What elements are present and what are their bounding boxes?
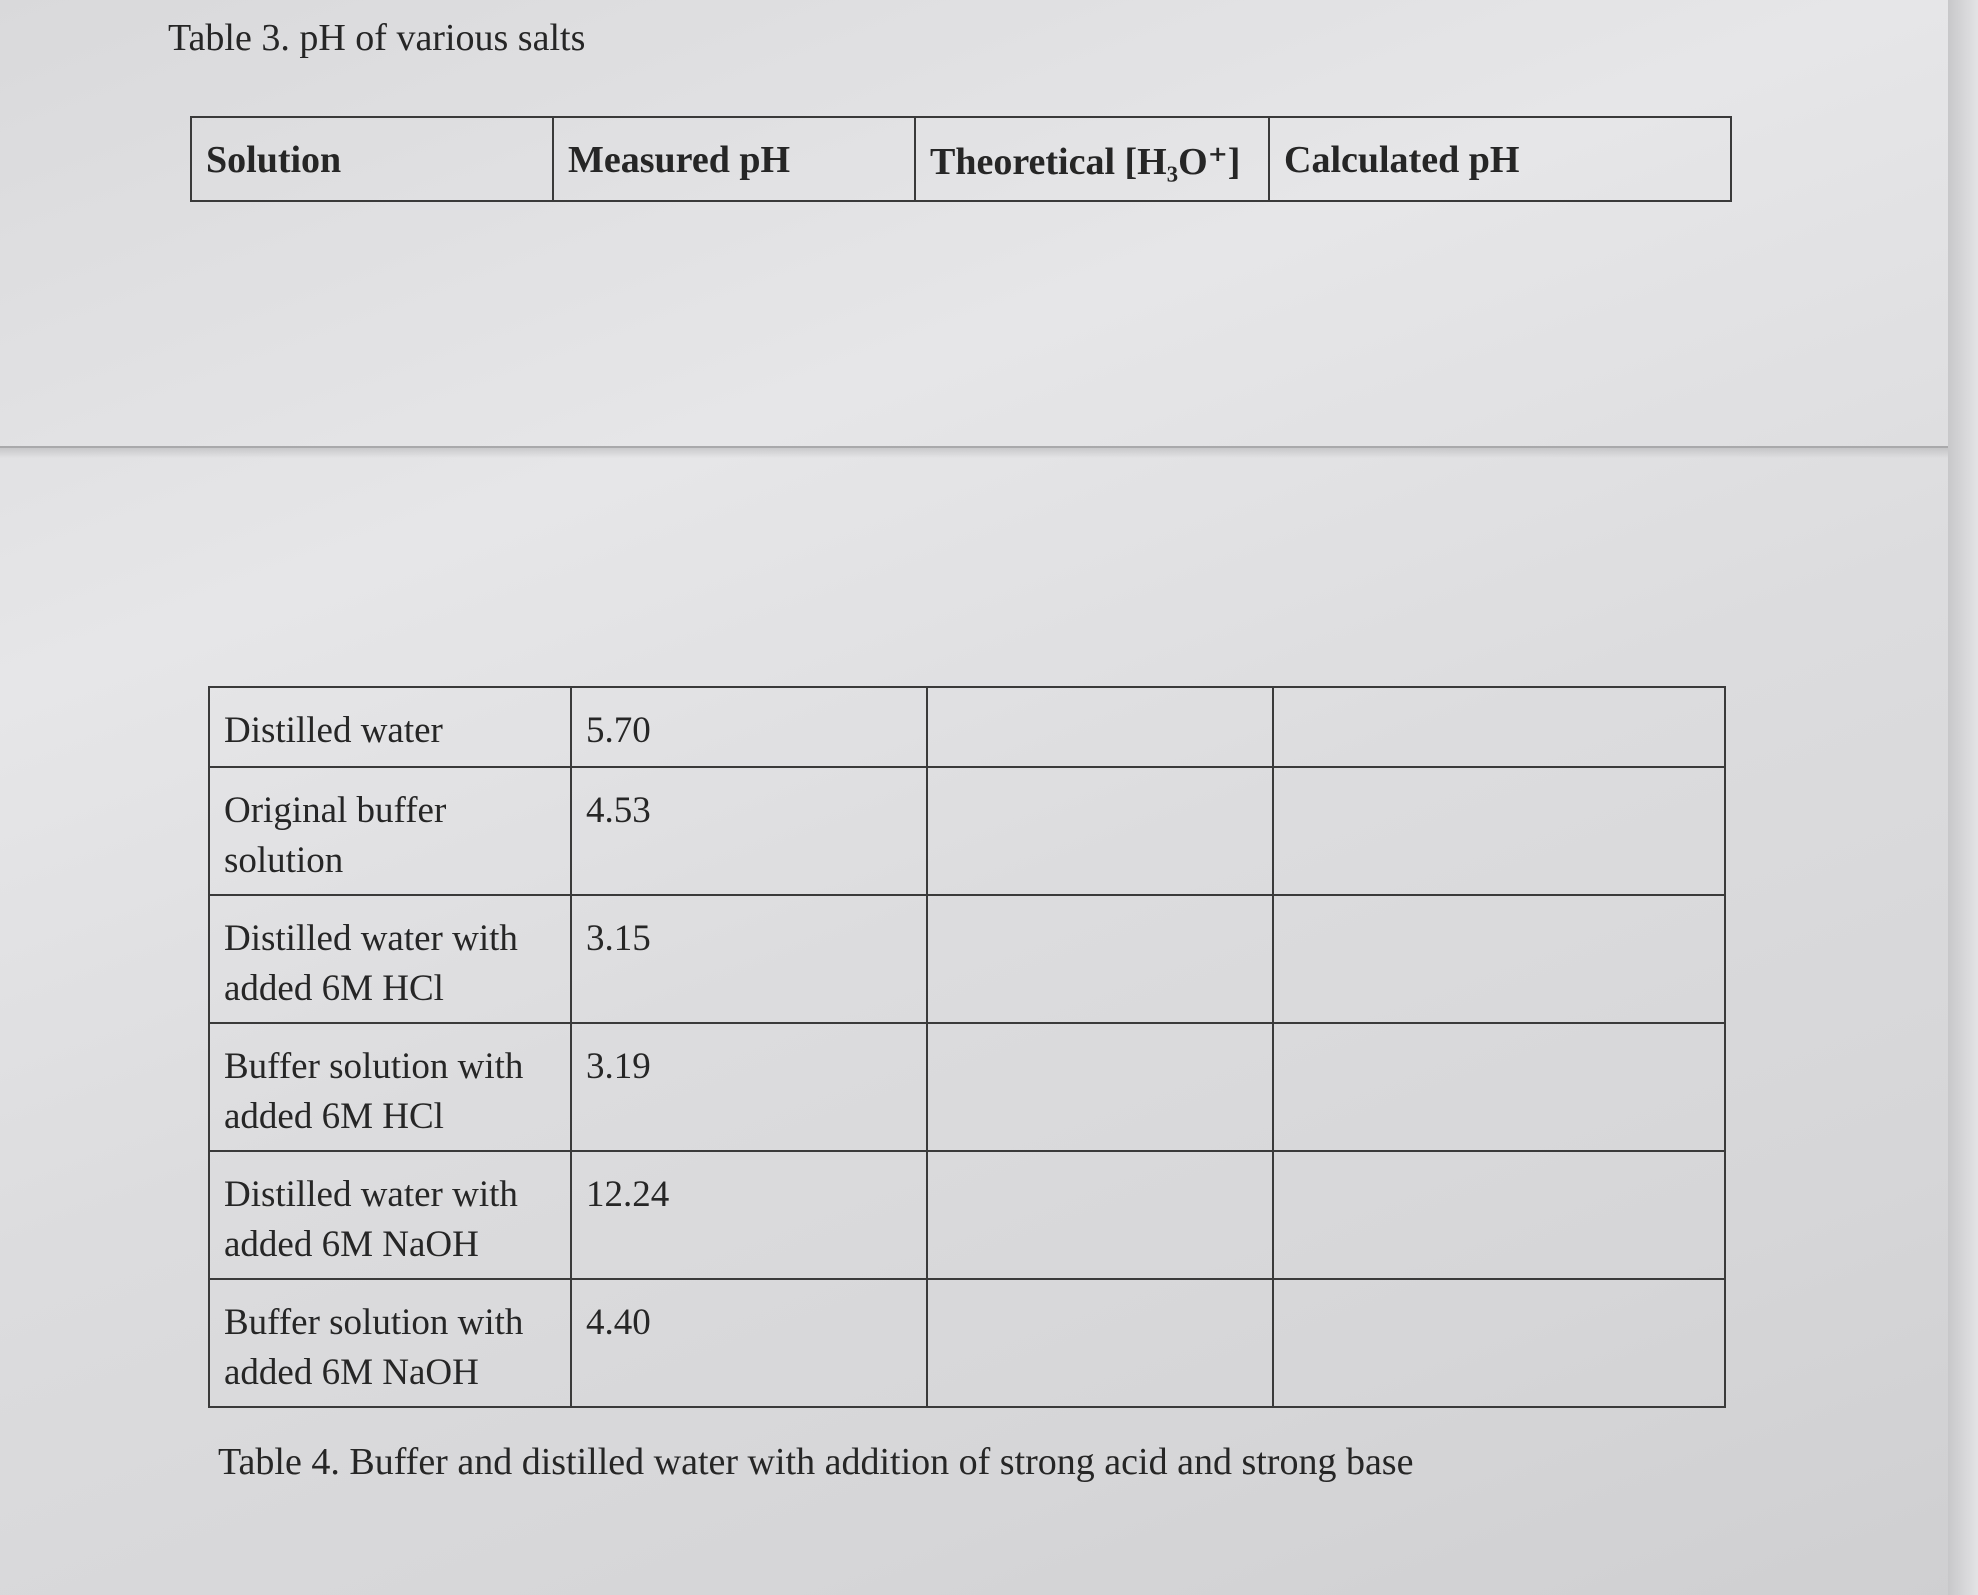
- table-3-header-row: [191, 117, 1731, 201]
- solution-cell: Distilled water: [209, 687, 571, 767]
- measured-ph-cell: 4.40: [571, 1279, 927, 1407]
- theoretical-h3o-cell: [927, 1151, 1273, 1279]
- header-calculated-ph: Calculated pH: [1269, 117, 1731, 201]
- table-row: [209, 1151, 1725, 1279]
- measured-ph-cell: 5.70: [571, 687, 927, 767]
- measured-ph-cell: 3.19: [571, 1023, 927, 1151]
- table-row: [209, 687, 1725, 767]
- solution-cell: Buffer solution with added 6M NaOH: [209, 1279, 571, 1407]
- page-divider-shadow: [0, 448, 1948, 458]
- table-row: [209, 1279, 1725, 1407]
- measured-ph-cell: 4.53: [571, 767, 927, 895]
- theoretical-h3o-cell: [927, 767, 1273, 895]
- calculated-ph-cell: [1273, 1023, 1725, 1151]
- calculated-ph-cell: [1273, 895, 1725, 1023]
- theoretical-h3o-cell: [927, 895, 1273, 1023]
- solution-cell: Buffer solution with added 6M HCl: [209, 1023, 571, 1151]
- table-4-caption: Table 4. Buffer and distilled water with addition of strong acid and strong base: [218, 1441, 1414, 1483]
- header-theoretical-h3o: Theoretical [H₃O⁺]: [915, 117, 1269, 201]
- table-4: [208, 686, 1726, 1408]
- theoretical-h3o-cell: [927, 1279, 1273, 1407]
- measured-ph-cell: 12.24: [571, 1151, 927, 1279]
- header-solution: Solution: [191, 117, 553, 201]
- table-row: [209, 895, 1725, 1023]
- table-row: [209, 1023, 1725, 1151]
- table-3-title: Table 3. pH of various salts: [168, 17, 586, 59]
- theoretical-h3o-cell: [927, 1023, 1273, 1151]
- solution-cell: Distilled water with added 6M HCl: [209, 895, 571, 1023]
- calculated-ph-cell: [1273, 1279, 1725, 1407]
- theoretical-h3o-cell: [927, 687, 1273, 767]
- table-row: [209, 767, 1725, 895]
- table-3: [190, 116, 1732, 202]
- calculated-ph-cell: [1273, 767, 1725, 895]
- solution-cell: Distilled water with added 6M NaOH: [209, 1151, 571, 1279]
- calculated-ph-cell: [1273, 1151, 1725, 1279]
- measured-ph-cell: 3.15: [571, 895, 927, 1023]
- solution-cell: Original buffer solution: [209, 767, 571, 895]
- calculated-ph-cell: [1273, 687, 1725, 767]
- page-right-edge: [1948, 0, 1978, 1595]
- header-measured-ph: Measured pH: [553, 117, 915, 201]
